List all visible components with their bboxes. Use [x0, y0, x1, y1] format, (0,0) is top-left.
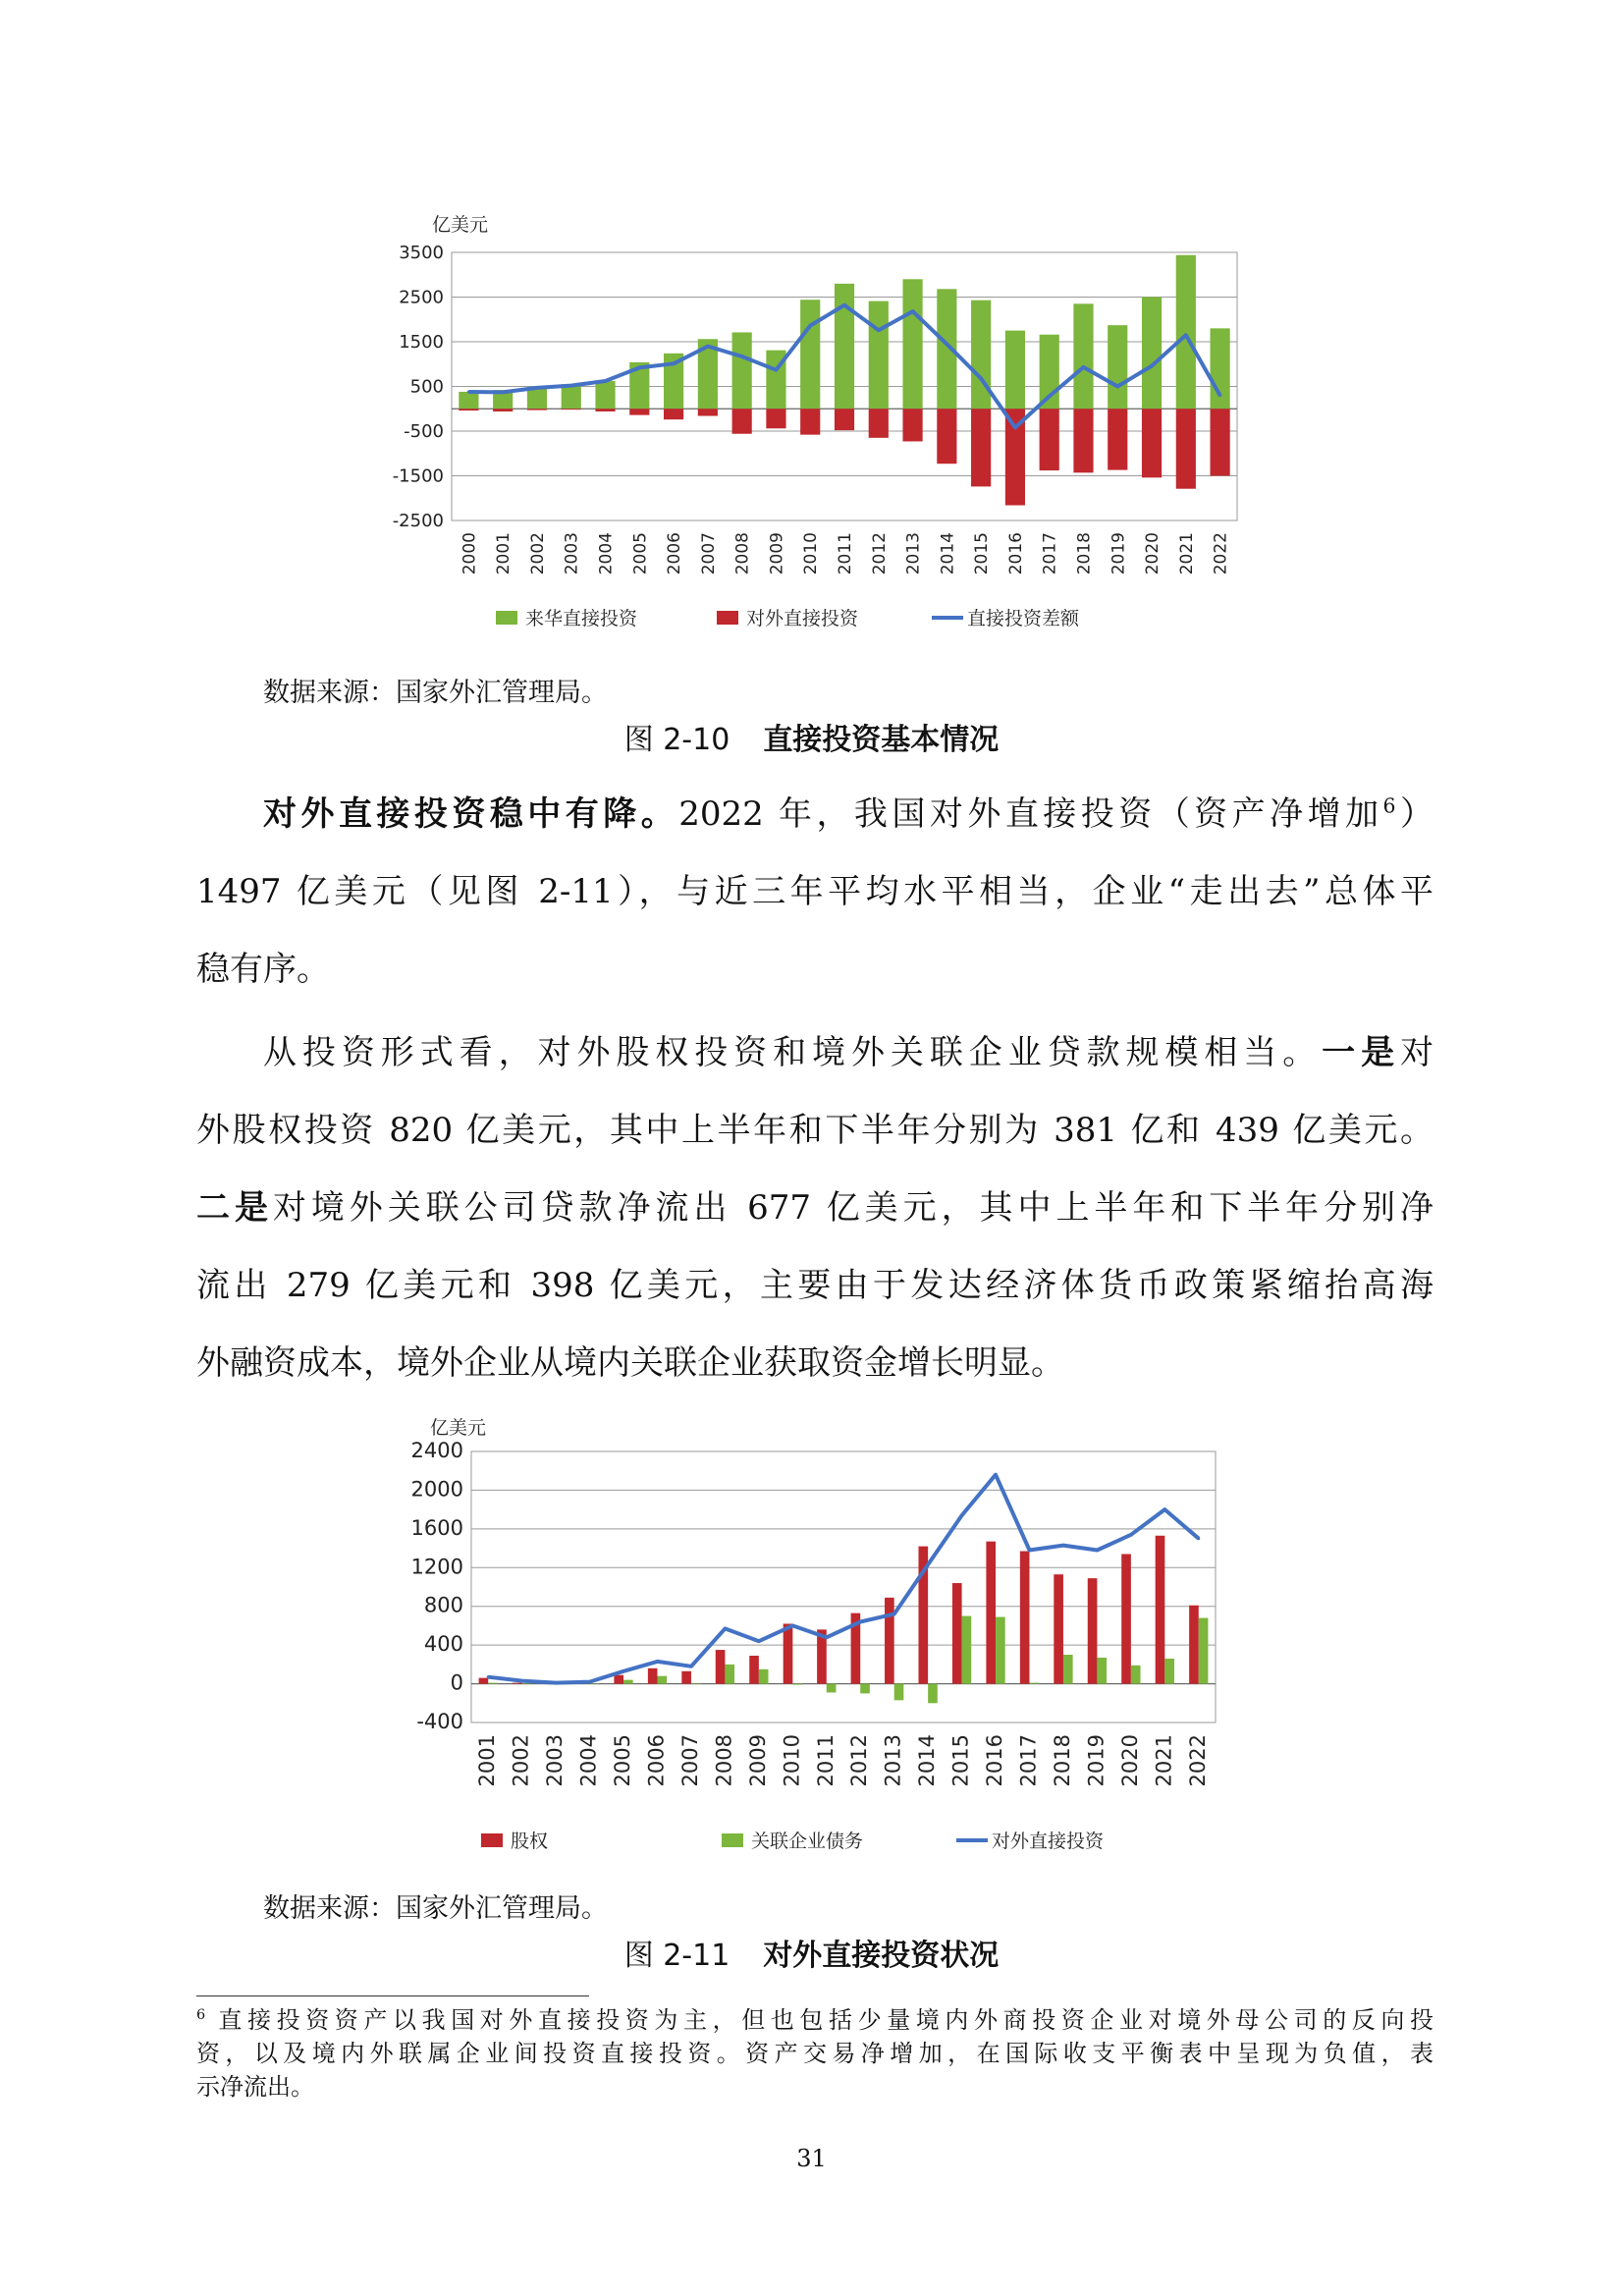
point-对外直接投资-2022 — [1197, 1537, 1200, 1540]
chart2-source: 数据来源：国家外汇管理局。 — [263, 1893, 608, 1924]
point-直接投资差额-2005 — [638, 366, 641, 369]
point-对外直接投资-2018 — [1061, 1544, 1064, 1547]
footnote — [196, 2003, 1434, 2104]
bar-对外直接投资-2021 — [1176, 409, 1196, 488]
x-tick-label: 2010 — [801, 532, 822, 575]
legend-swatch — [481, 1833, 503, 1847]
bar-来华直接投资-2015 — [971, 301, 991, 410]
bar-来华直接投资-2008 — [732, 332, 752, 409]
bar-对外直接投资-2004 — [595, 409, 615, 411]
paragraph-2-text: 从投资形式看，对外股权投资和境外关联企业贷款规模相当。 — [263, 1033, 1323, 1072]
bar-来华直接投资-2010 — [800, 300, 820, 409]
footnote-divider — [196, 1995, 589, 1996]
point-直接投资差额-2016 — [1013, 426, 1016, 429]
point-对外直接投资-2004 — [588, 1680, 591, 1683]
bar-来华直接投资-2013 — [902, 279, 922, 409]
paragraph-2-text-end: 对 — [1400, 1033, 1434, 1072]
paragraph-2-point-2: 二是 — [196, 1188, 273, 1228]
y-axis-unit: 亿美元 — [432, 214, 489, 236]
y-tick-label: 3500 — [399, 243, 444, 263]
bar-对外直接投资-2006 — [664, 409, 683, 419]
chart1-caption — [0, 715, 1623, 758]
bar-股权-2007 — [681, 1671, 691, 1684]
bar-对外直接投资-2012 — [869, 409, 889, 438]
bar-对外直接投资-2015 — [971, 409, 991, 486]
footnote-line-1 — [196, 2003, 1434, 2037]
x-tick-label: 2018 — [1050, 1734, 1074, 1787]
legend-label: 直接投资差额 — [967, 608, 1080, 629]
x-tick-label: 2007 — [677, 1734, 702, 1787]
x-tick-label: 2004 — [576, 1734, 601, 1787]
x-tick-label: 2005 — [611, 1734, 635, 1787]
point-直接投资差额-2010 — [809, 324, 812, 327]
x-tick-label: 2019 — [1084, 1734, 1109, 1787]
x-tick-label: 2003 — [562, 532, 582, 575]
x-tick-label: 2009 — [745, 1734, 770, 1787]
footnote-ref-6[interactable]: 6 — [1382, 793, 1396, 818]
point-直接投资差额-2000 — [467, 390, 470, 393]
paragraph-1-text-end: ） — [1395, 794, 1434, 834]
chart-outward-direct-investment — [412, 1414, 1257, 1866]
bar-股权-2010 — [784, 1623, 793, 1683]
paragraph-1-line-2: 1497 亿美元（见图 2-11），与近三年平均水平相当，企业“走出去”总体平 — [196, 872, 1434, 911]
x-tick-label: 2013 — [881, 1734, 905, 1787]
x-tick-label: 2020 — [1143, 532, 1163, 575]
point-对外直接投资-2009 — [757, 1640, 760, 1643]
paragraph-2-line-1 — [196, 1014, 1434, 1092]
point-直接投资差额-2009 — [775, 368, 778, 371]
y-tick-label: 1200 — [410, 1555, 463, 1579]
legend-label: 对外直接投资 — [992, 1831, 1105, 1852]
x-tick-label: 2013 — [903, 532, 924, 575]
bar-对外直接投资-2013 — [902, 409, 922, 441]
y-tick-label: 400 — [423, 1632, 463, 1657]
paragraph-1-text: 2022 年，我国对外直接投资（资产净增加 — [678, 794, 1383, 834]
x-tick-label: 2017 — [1040, 532, 1060, 575]
bar-对外直接投资-2002 — [527, 409, 547, 410]
x-tick-label: 2011 — [836, 532, 855, 575]
bar-股权-2016 — [986, 1542, 996, 1684]
legend-swatch — [496, 611, 517, 625]
x-tick-label: 2019 — [1109, 532, 1129, 575]
bar-关联企业债务-2008 — [725, 1665, 734, 1684]
x-tick-label: 2022 — [1185, 1734, 1210, 1787]
point-直接投资差额-2015 — [980, 377, 983, 380]
bar-来华直接投资-2016 — [1005, 331, 1025, 410]
bar-来华直接投资-2004 — [595, 381, 615, 409]
paragraph-1-line-1 — [196, 776, 1434, 853]
x-tick-label: 2012 — [847, 1734, 872, 1787]
point-直接投资差额-2008 — [740, 355, 743, 358]
bar-关联企业债务-2007 — [691, 1684, 701, 1685]
x-tick-label: 2012 — [869, 532, 890, 575]
point-直接投资差额-2001 — [502, 391, 505, 394]
chart1-caption-title: 直接投资基本情况 — [763, 723, 1000, 757]
point-对外直接投资-2017 — [1028, 1549, 1031, 1552]
bar-对外直接投资-2005 — [629, 409, 649, 414]
bar-关联企业债务-2009 — [759, 1669, 769, 1684]
bar-关联企业债务-2017 — [1030, 1683, 1040, 1684]
chart2-caption-title: 对外直接投资状况 — [763, 1939, 1000, 1973]
bar-对外直接投资-2001 — [493, 409, 513, 411]
paragraph-1-line-3: 稳有序。 — [196, 950, 330, 989]
bar-关联企业债务-2019 — [1097, 1658, 1107, 1684]
chart1-source: 数据来源：国家外汇管理局。 — [263, 678, 608, 708]
point-对外直接投资-2001 — [487, 1675, 490, 1678]
y-tick-label: -500 — [404, 421, 444, 442]
bar-股权-2006 — [648, 1668, 658, 1684]
y-tick-label: 2000 — [410, 1477, 463, 1502]
x-tick-label: 2004 — [596, 532, 617, 575]
bar-对外直接投资-2009 — [766, 409, 785, 428]
bar-关联企业债务-2001 — [488, 1683, 498, 1684]
x-tick-label: 2010 — [780, 1734, 804, 1787]
paragraph-2-line-4: 流出 279 亿美元和 398 亿美元，主要由于发达经济体货币政策紧缩抬高海 — [196, 1266, 1434, 1305]
bar-对外直接投资-2014 — [937, 409, 956, 464]
bar-对外直接投资-2022 — [1211, 409, 1230, 475]
bar-关联企业债务-2021 — [1164, 1659, 1174, 1684]
bar-对外直接投资-2008 — [732, 409, 752, 433]
point-对外直接投资-2006 — [656, 1660, 659, 1663]
y-tick-label: 0 — [450, 1670, 463, 1695]
bar-股权-2013 — [885, 1598, 894, 1684]
x-tick-label: 2002 — [527, 532, 548, 575]
point-直接投资差额-2020 — [1151, 364, 1154, 367]
y-tick-label: 1600 — [410, 1515, 463, 1540]
y-tick-label: 1500 — [399, 332, 444, 353]
bar-对外直接投资-2017 — [1040, 409, 1059, 470]
point-直接投资差额-2013 — [911, 310, 914, 313]
bar-关联企业债务-2002 — [522, 1684, 532, 1685]
x-tick-label: 2016 — [983, 1734, 1007, 1787]
bar-对外直接投资-2003 — [562, 409, 581, 410]
bar-关联企业债务-2016 — [996, 1617, 1005, 1684]
bar-对外直接投资-2010 — [800, 409, 820, 434]
y-tick-label: -1500 — [392, 465, 444, 487]
point-直接投资差额-2014 — [946, 343, 948, 346]
x-tick-label: 2003 — [543, 1734, 568, 1787]
bar-股权-2020 — [1121, 1554, 1131, 1683]
bar-关联企业债务-2022 — [1199, 1618, 1209, 1684]
bar-关联企业债务-2005 — [623, 1680, 633, 1684]
bar-关联企业债务-2013 — [894, 1684, 904, 1701]
bar-股权-2005 — [614, 1675, 623, 1684]
bar-来华直接投资-2012 — [869, 301, 889, 410]
x-tick-label: 2001 — [494, 532, 514, 575]
x-tick-label: 2016 — [1005, 532, 1026, 575]
x-tick-label: 2015 — [972, 532, 993, 575]
bar-来华直接投资-2000 — [459, 392, 478, 409]
point-对外直接投资-2002 — [520, 1679, 523, 1682]
point-对外直接投资-2011 — [825, 1636, 828, 1639]
legend-label: 关联企业债务 — [751, 1831, 864, 1852]
x-tick-label: 2021 — [1176, 532, 1197, 575]
paragraph-2-line-3 — [196, 1170, 1434, 1247]
bar-股权-2018 — [1054, 1574, 1063, 1683]
bar-来华直接投资-2019 — [1108, 325, 1127, 409]
bar-来华直接投资-2011 — [835, 284, 854, 409]
point-对外直接投资-2005 — [622, 1669, 625, 1672]
point-直接投资差额-2007 — [706, 345, 709, 348]
bar-股权-2009 — [749, 1656, 759, 1684]
x-tick-label: 2009 — [767, 532, 787, 575]
chart-direct-investment — [392, 201, 1257, 643]
legend-label: 来华直接投资 — [525, 608, 638, 629]
x-tick-label: 2000 — [460, 532, 480, 575]
paragraph-1-lead: 对外直接投资稳中有降。 — [263, 794, 679, 834]
point-对外直接投资-2012 — [859, 1620, 862, 1623]
bar-关联企业债务-2004 — [590, 1684, 600, 1685]
chart2-caption-number: 图 2-11 — [623, 1939, 730, 1973]
x-tick-label: 2011 — [813, 1734, 838, 1787]
legend-label: 股权 — [511, 1831, 549, 1852]
point-直接投资差额-2003 — [569, 384, 572, 387]
point-对外直接投资-2014 — [927, 1563, 930, 1566]
x-tick-label: 2017 — [1016, 1734, 1041, 1787]
point-直接投资差额-2002 — [535, 386, 538, 389]
bar-来华直接投资-2002 — [527, 388, 547, 409]
x-tick-label: 2001 — [475, 1734, 500, 1787]
paragraph-2-line-5: 外融资成本，境外企业从境内关联企业获取资金增长明显。 — [196, 1343, 1064, 1383]
bar-来华直接投资-2021 — [1176, 255, 1196, 410]
y-tick-label: 500 — [409, 376, 444, 398]
y-tick-label: -2500 — [392, 511, 444, 531]
point-直接投资差额-2017 — [1048, 395, 1051, 398]
x-tick-label: 2014 — [915, 1734, 940, 1787]
y-axis-unit: 亿美元 — [430, 1417, 487, 1439]
point-直接投资差额-2018 — [1082, 365, 1085, 368]
footnote-line-3: 示净流出。 — [196, 2073, 314, 2101]
y-tick-label: 2400 — [410, 1439, 463, 1462]
paragraph-2 — [196, 1014, 1434, 1402]
x-tick-label: 2015 — [948, 1734, 973, 1787]
x-tick-label: 2008 — [732, 532, 753, 575]
point-对外直接投资-2013 — [893, 1613, 895, 1615]
bar-股权-2015 — [952, 1583, 962, 1684]
point-直接投资差额-2011 — [843, 303, 846, 306]
x-tick-label: 2014 — [938, 532, 958, 575]
bar-对外直接投资-2019 — [1108, 409, 1127, 469]
bar-关联企业债务-2010 — [792, 1684, 802, 1685]
x-tick-label: 2007 — [698, 532, 719, 575]
x-tick-label: 2002 — [509, 1734, 533, 1787]
footnote-line-2: 资，以及境内外联属企业间投资直接投资。资产交易净增加，在国际收支平衡表中呈现为负值，表 — [196, 2040, 1434, 2067]
point-直接投资差额-2006 — [673, 362, 676, 365]
paragraph-2-point-1: 一是 — [1322, 1033, 1401, 1072]
bar-股权-2002 — [513, 1683, 522, 1684]
paragraph-2-line-3-text: 对境外关联公司贷款净流出 677 亿美元，其中上半年和下半年分别净 — [272, 1188, 1434, 1228]
bar-来华直接投资-2020 — [1142, 298, 1162, 410]
bar-关联企业债务-2006 — [658, 1676, 668, 1684]
bar-对外直接投资-2011 — [835, 409, 854, 430]
bar-关联企业债务-2012 — [860, 1684, 870, 1694]
point-直接投资差额-2004 — [604, 380, 607, 383]
paragraph-2-line-2: 外股权投资 820 亿美元，其中上半年和下半年分别为 381 亿和 439 亿美元。 — [196, 1111, 1434, 1150]
bar-关联企业债务-2018 — [1063, 1655, 1073, 1684]
point-对外直接投资-2010 — [791, 1624, 794, 1627]
point-直接投资差额-2021 — [1184, 334, 1187, 337]
footnote-mark: 6 — [196, 2007, 206, 2023]
legend-swatch — [722, 1833, 743, 1847]
y-tick-label: 800 — [423, 1593, 463, 1617]
bar-对外直接投资-2020 — [1142, 409, 1162, 477]
chart1-caption-number: 图 2-10 — [623, 723, 730, 757]
x-tick-label: 2006 — [665, 532, 685, 575]
point-对外直接投资-2016 — [995, 1473, 998, 1476]
y-tick-label: 2500 — [399, 287, 444, 308]
x-tick-label: 2006 — [644, 1734, 669, 1787]
x-tick-label: 2005 — [630, 532, 651, 575]
x-tick-label: 2020 — [1117, 1734, 1142, 1787]
y-tick-label: -400 — [416, 1710, 463, 1733]
chart2-caption — [0, 1931, 1623, 1974]
bar-股权-2017 — [1020, 1552, 1030, 1684]
point-对外直接投资-2003 — [555, 1681, 558, 1684]
x-tick-label: 2018 — [1074, 532, 1095, 575]
bar-关联企业债务-2020 — [1131, 1666, 1141, 1684]
legend-swatch — [717, 611, 738, 625]
bar-对外直接投资-2007 — [698, 409, 718, 415]
point-直接投资差额-2022 — [1218, 394, 1221, 397]
bar-股权-2019 — [1088, 1578, 1098, 1683]
bar-关联企业债务-2011 — [827, 1684, 837, 1693]
bar-关联企业债务-2015 — [962, 1616, 972, 1684]
bar-股权-2008 — [716, 1650, 726, 1684]
bar-关联企业债务-2014 — [928, 1684, 938, 1704]
bar-对外直接投资-2018 — [1073, 409, 1093, 472]
legend-label: 对外直接投资 — [746, 608, 859, 629]
bar-股权-2022 — [1189, 1606, 1199, 1684]
point-直接投资差额-2012 — [877, 329, 880, 332]
point-对外直接投资-2021 — [1163, 1508, 1166, 1511]
point-直接投资差额-2019 — [1116, 385, 1119, 388]
footnote-line-1-text: 直接投资资产以我国对外直接投资为主，但也包括少量境内外商投资企业对境外母公司的反向投 — [218, 2006, 1434, 2034]
x-tick-label: 2022 — [1211, 532, 1231, 575]
point-对外直接投资-2020 — [1129, 1533, 1132, 1536]
point-对外直接投资-2015 — [960, 1514, 963, 1517]
bar-来华直接投资-2018 — [1073, 303, 1093, 409]
page-number: 31 — [796, 2145, 827, 2172]
bar-股权-2021 — [1156, 1536, 1165, 1684]
point-对外直接投资-2019 — [1096, 1549, 1099, 1552]
point-对外直接投资-2007 — [689, 1665, 692, 1667]
x-tick-label: 2008 — [712, 1734, 736, 1787]
paragraph-1 — [196, 776, 1434, 1009]
bar-股权-2001 — [479, 1678, 489, 1684]
bar-对外直接投资-2000 — [459, 409, 478, 410]
point-对外直接投资-2008 — [724, 1627, 727, 1630]
x-tick-label: 2021 — [1152, 1734, 1176, 1787]
